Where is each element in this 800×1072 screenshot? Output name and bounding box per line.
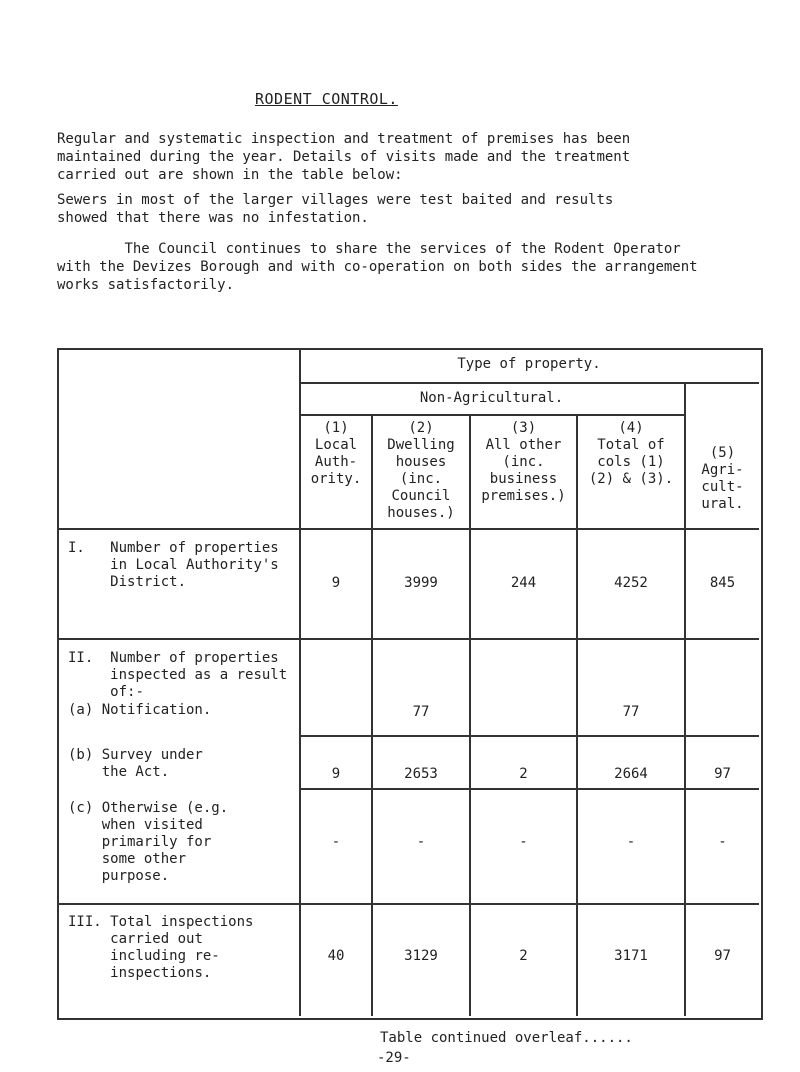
council-paragraph: The Council continues to share the services of the Rodent Operator with the Devizes Borough and with co-operation on both sides the arrangement works satisfactorily. bbox=[57, 241, 698, 293]
row-line-header bbox=[57, 528, 759, 530]
header-col-3: (3) All other (inc. business premises.) bbox=[481, 420, 566, 504]
row-3-col-2: 3129 bbox=[404, 948, 438, 964]
row-2c-col-1: - bbox=[331, 834, 341, 850]
row-2c-col-5: - bbox=[718, 834, 727, 850]
header-col-4: (4) Total of cols (1) (2) & (3). bbox=[588, 420, 674, 487]
header-col-2: (2) Dwelling houses (inc. Council houses.) bbox=[387, 420, 455, 521]
row-2b-col-2: 2653 bbox=[404, 766, 438, 782]
row-2b-col-1: 9 bbox=[331, 766, 341, 782]
row-2b-col-4: 2664 bbox=[614, 766, 648, 782]
row-1-col-5: 845 bbox=[709, 575, 736, 591]
row-2c-col-4: - bbox=[626, 834, 636, 850]
page-number: -29- bbox=[377, 1050, 411, 1066]
row-3-label: III. Total inspections carried out including re- inspections. bbox=[68, 914, 254, 981]
table-continued-note: Table continued overleaf...... bbox=[380, 1030, 633, 1046]
row-1-label: I. Number of properties in Local Authority's District. bbox=[68, 540, 279, 590]
row-3-col-5: 97 bbox=[714, 948, 731, 964]
header-line-1 bbox=[299, 382, 759, 384]
row-2b-col-3: 2 bbox=[519, 766, 528, 782]
row-line-2a bbox=[299, 735, 759, 737]
row-1-col-3: 244 bbox=[510, 575, 537, 591]
row-3-col-3: 2 bbox=[519, 948, 528, 964]
row-line-2b bbox=[299, 788, 759, 790]
row-line-1 bbox=[57, 638, 759, 640]
header-col-1: (1) Local Auth- ority. bbox=[310, 420, 362, 487]
row-2b-col-5: 97 bbox=[714, 766, 731, 782]
header-non-agricultural: Non-Agricultural. bbox=[419, 390, 564, 406]
row-1-col-2: 3999 bbox=[404, 575, 438, 591]
row-2a-col-4: 77 bbox=[622, 704, 640, 720]
row-2c-label: (c) Otherwise (e.g. when visited primarily for some other purpose. bbox=[68, 800, 229, 884]
header-type-of-property: Type of property. bbox=[457, 356, 601, 372]
row-3-col-4: 3171 bbox=[614, 948, 648, 964]
intro-paragraph: Regular and systematic inspection and treatment of premises has been maintained during the year. Details of visits made and the treatment carried out are shown in the table below: bbox=[57, 131, 631, 183]
row-line-2 bbox=[57, 903, 759, 905]
row-2b-label: (b) Survey under the Act. bbox=[68, 747, 203, 780]
row-2c-col-2: - bbox=[416, 834, 426, 850]
row-1-col-1: 9 bbox=[331, 575, 341, 591]
page-title: RODENT CONTROL. bbox=[255, 90, 398, 108]
sewers-paragraph: Sewers in most of the larger villages were test baited and results showed that there was no infestation. bbox=[57, 192, 614, 226]
row-1-col-4: 4252 bbox=[614, 575, 648, 591]
row-2a-col-2: 77 bbox=[412, 704, 430, 720]
row-2c-col-3: - bbox=[519, 834, 528, 850]
row-3-col-1: 40 bbox=[327, 948, 345, 964]
row-2-label: II. Number of properties inspected as a result of:- bbox=[68, 650, 288, 700]
row-2a-label: (a) Notification. bbox=[68, 702, 212, 718]
header-line-2 bbox=[299, 414, 684, 416]
header-col-5: (5) Agri- cult- ural. bbox=[701, 445, 744, 512]
